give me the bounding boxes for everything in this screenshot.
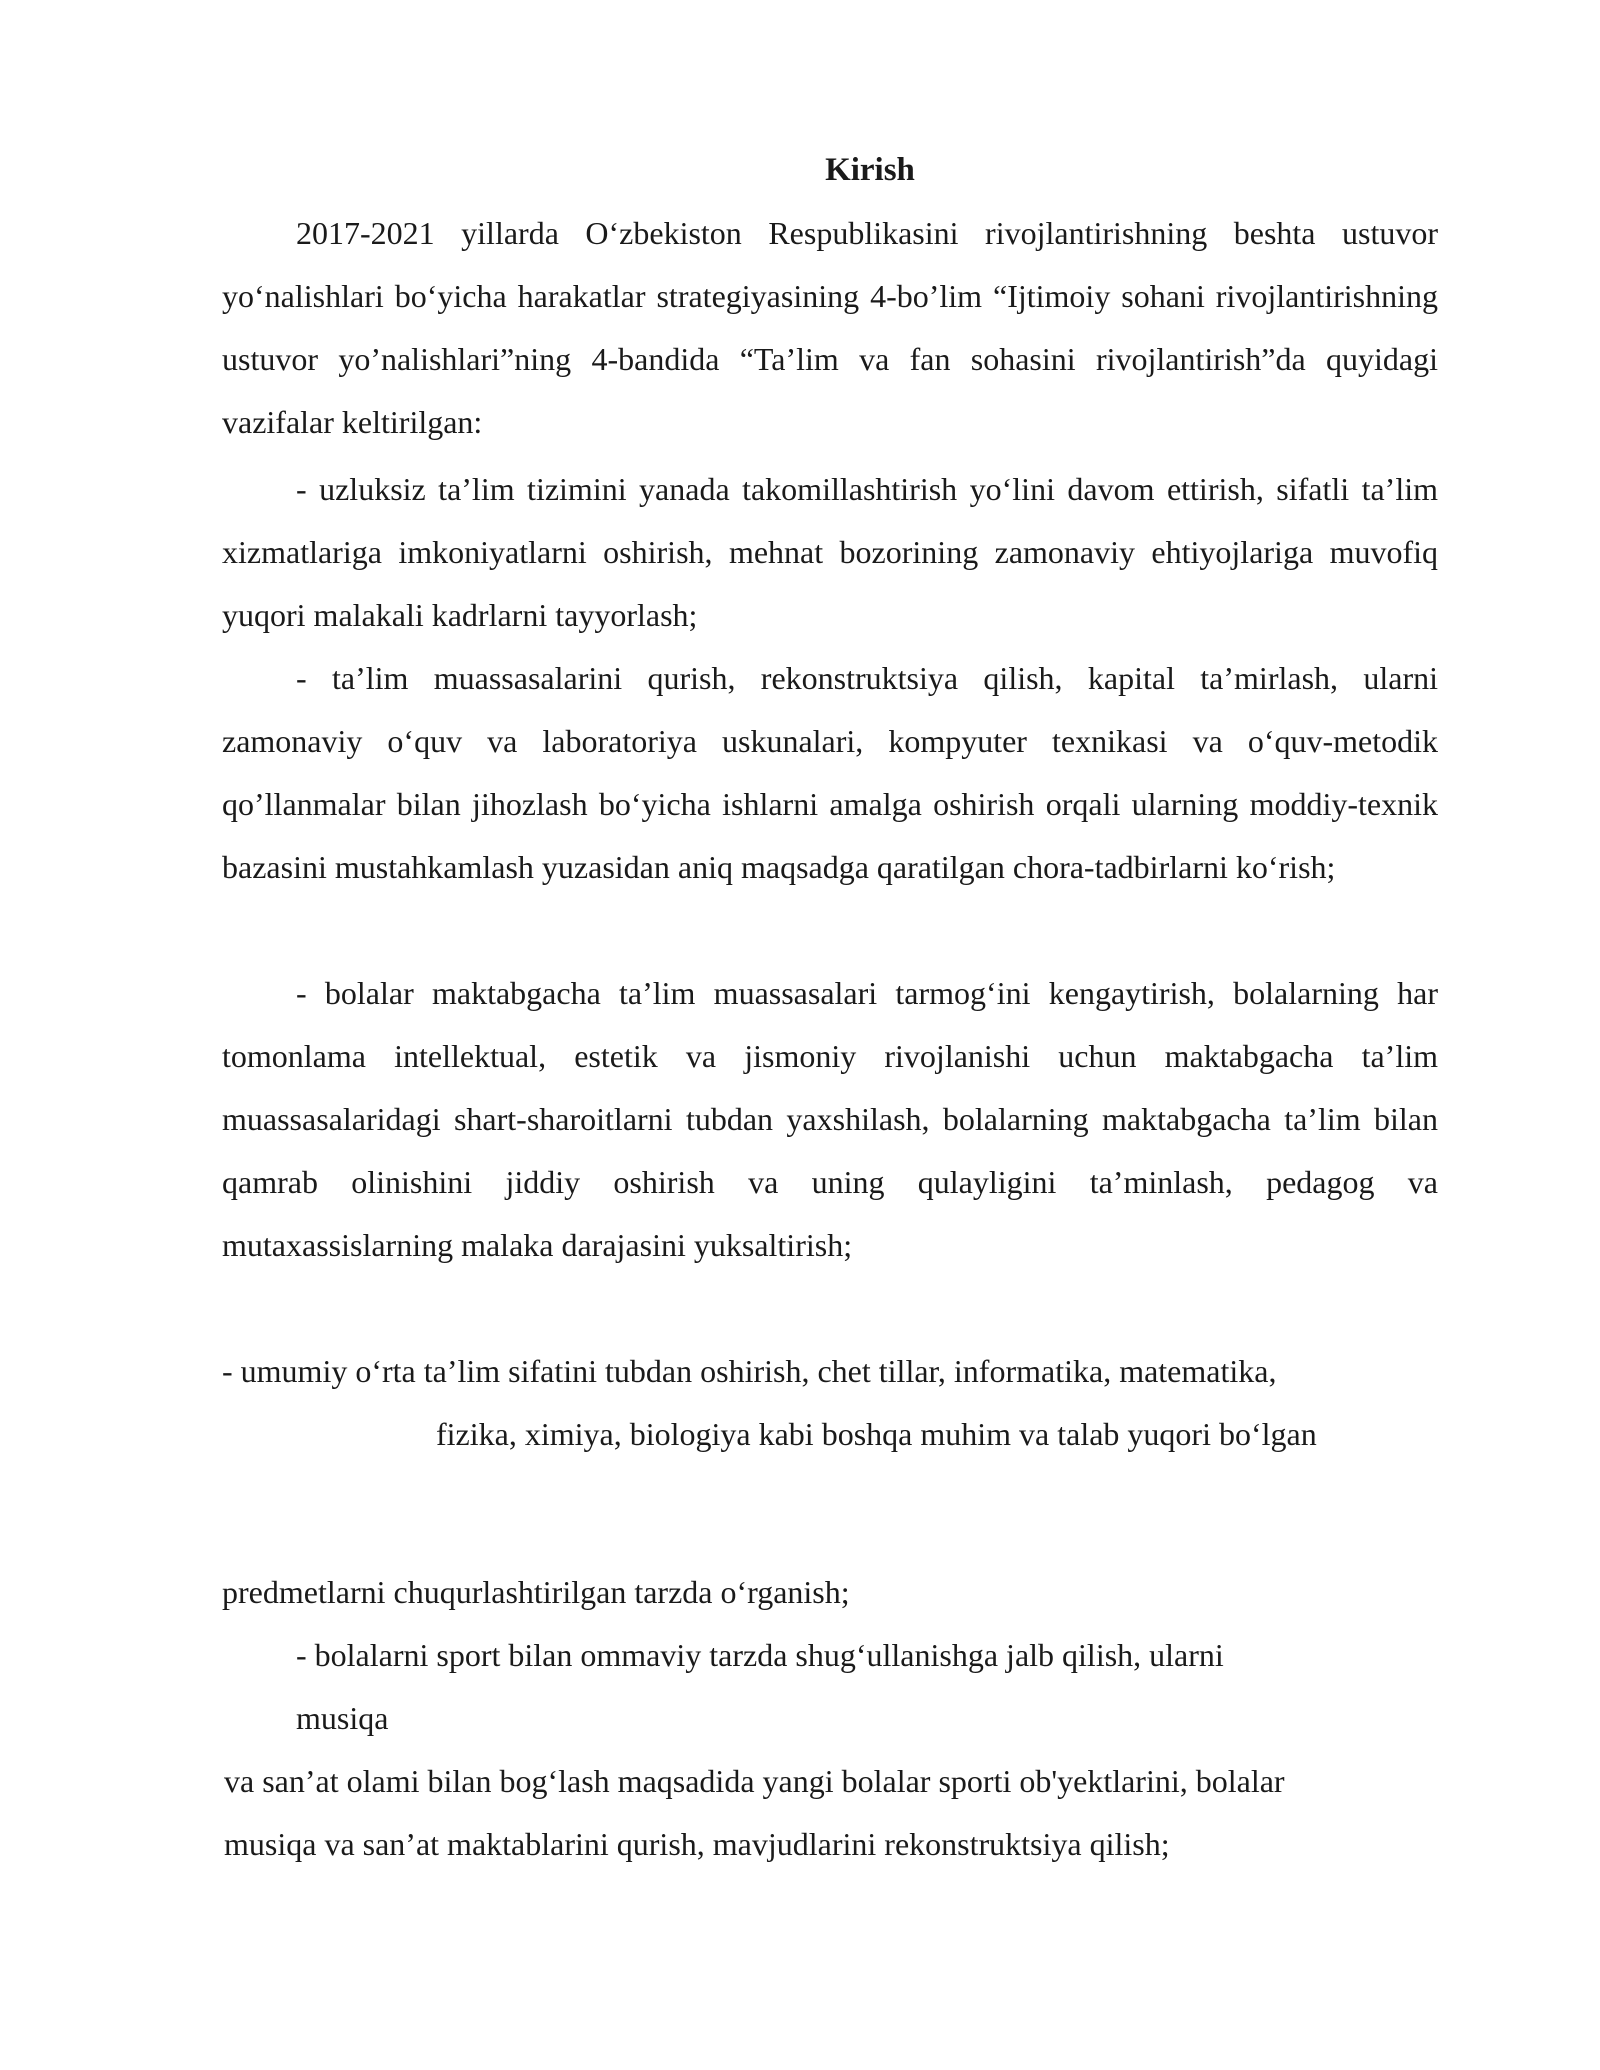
list-item-secondary-education-line-3: predmetlarni chuqurlashtirilgan tarzda o‘rganish; (222, 1574, 850, 1610)
list-item-continuous-education: - uzluksiz ta’lim tizimini yanada takomillashtirish yo‘lini davom ettirish, sifatli ta’lim xizmatlariga imkoniyatlarni oshirish, mehnat bozorining zamonaviy ehtiyojlariga muvofiq yuqori malakali kadrlarni tayyorlash; (222, 471, 1438, 633)
list-item-preschool-education: - bolalar maktabgacha ta’lim muassasalari tarmog‘ini kengaytirish, bolalarning har tomonlama intellektual, estetik va jismoniy rivojlanishi uchun maktabgacha ta’lim muassasalaridagi shart-sharoitlarni tubdan yaxshilash, bolalarning maktabgacha ta’lim bilan qamrab olinishini jiddiy oshirish va uning qulayligini ta’minlash, pedagog va mutaxassislarning malaka darajasini yuksaltirish; (222, 975, 1438, 1263)
list-item-secondary-education-line-1: - umumiy o‘rta ta’lim sifatini tubdan oshirish, chet tillar, informatika, matematika, (222, 1353, 1277, 1389)
list-item-sports-line-2: musiqa (296, 1700, 389, 1736)
list-item-secondary-education-line-2: fizika, ximiya, biologiya kabi boshqa muhim va talab yuqori bo‘lgan (436, 1416, 1317, 1452)
list-item-sports-line-3: va san’at olami bilan bog‘lash maqsadida yangi bolalar sporti ob'yektlarini, bolalar (224, 1763, 1285, 1799)
list-item-education-institutions: - ta’lim muassasalarini qurish, rekonstruktsiya qilish, kapital ta’mirlash, ularni zamonaviy o‘quv va laboratoriya uskunalari, kompyuter texnikasi va o‘quv-metodik qo’llanmalar bilan jihozlash bo‘yicha ishlarni amalga oshirish orqali ularning moddiy-texnik bazasini mustahkamlash yuzasidan aniq maqsadga qaratilgan chora-tadbirlarni ko‘rish; (222, 660, 1438, 885)
list-item-sports-line-4: musiqa va san’at maktablarini qurish, mavjudlarini rekonstruktsiya qilish; (224, 1826, 1170, 1862)
document-title: Kirish (825, 152, 915, 188)
list-item-sports-line-1: - bolalarni sport bilan ommaviy tarzda shug‘ullanishga jalb qilish, ularni (296, 1637, 1224, 1673)
intro-paragraph: 2017-2021 yillarda O‘zbekiston Respublikasini rivojlantirishning beshta ustuvor yo‘nalishlari bo‘yicha harakatlar strategiyasining 4-bo’lim “Ijtimoiy sohani rivojlantirishning ustuvor yo’nalishlari”ning 4-bandida “Ta’lim va fan sohasini rivojlantirish”da quyidagi vazifalar keltirilgan: (222, 215, 1438, 440)
